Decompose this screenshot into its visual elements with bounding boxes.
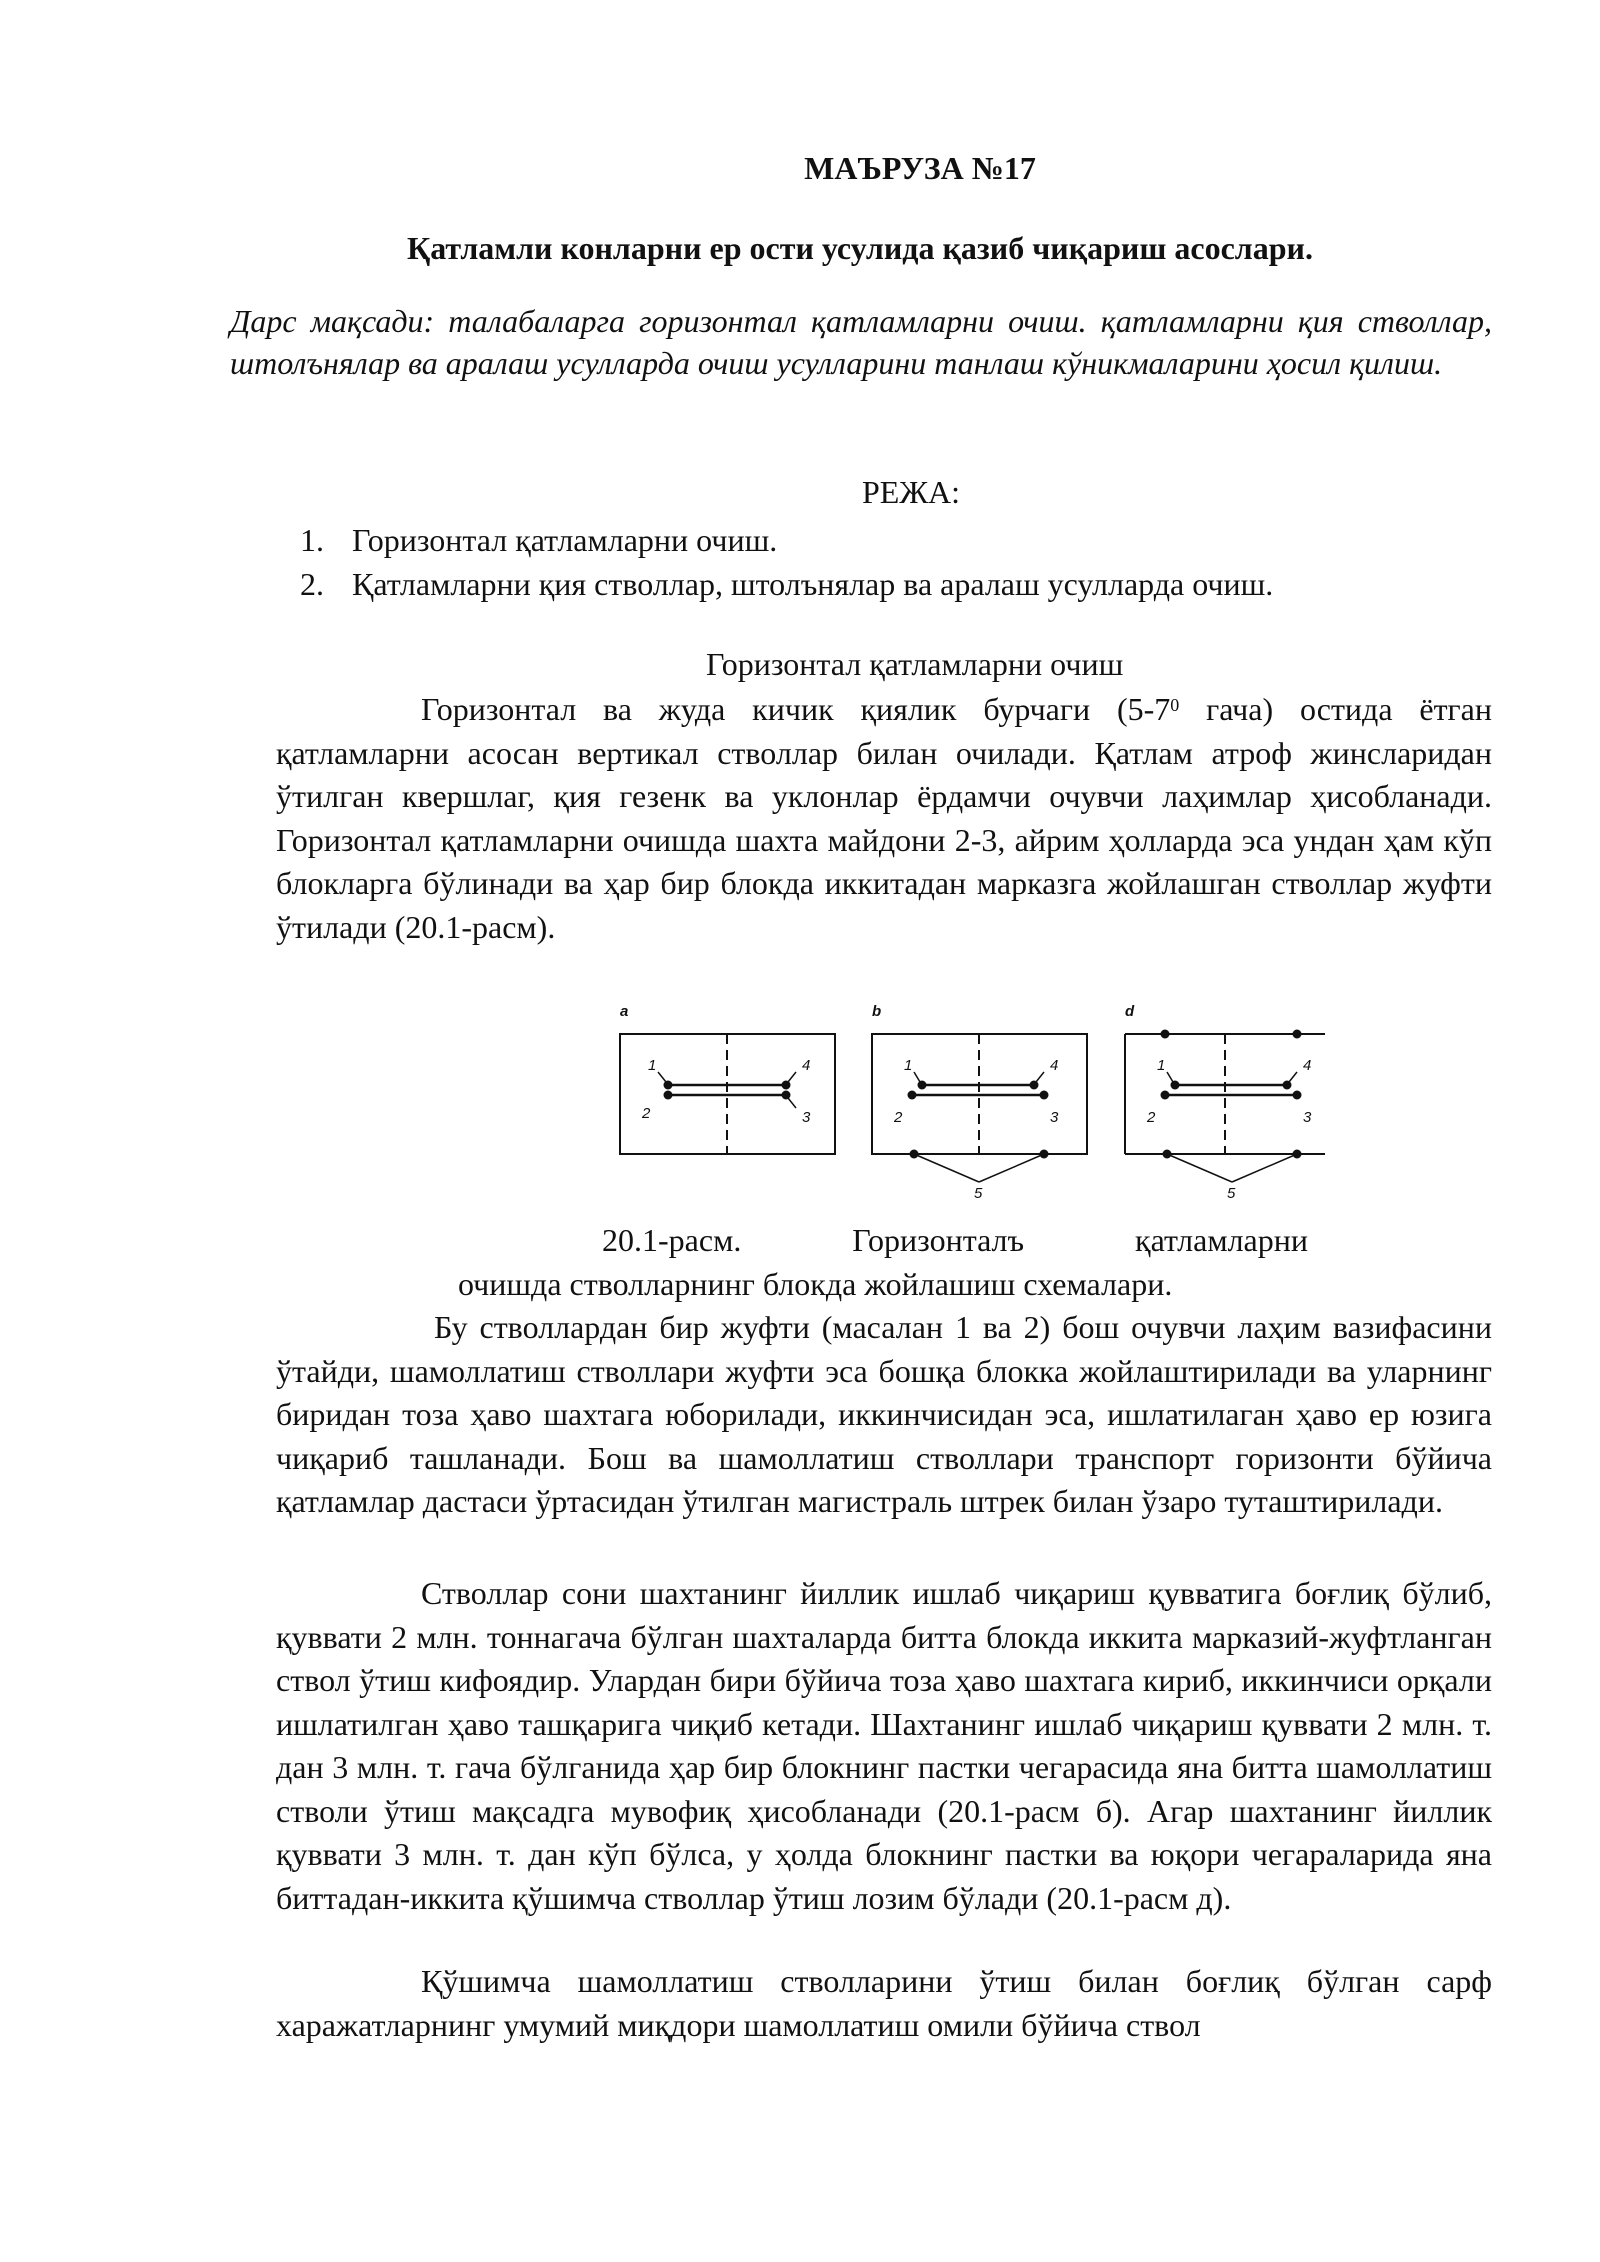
plan-list: [300, 518, 1273, 606]
lecture-title: МАЪРУЗА №17: [804, 150, 1036, 186]
paragraph-3: [276, 1572, 1492, 1920]
paragraph-4: [276, 1960, 1492, 2047]
shaft-number: 4: [1050, 1057, 1059, 1074]
shaft-number: 3: [1050, 1109, 1059, 1126]
shaft-number: 4: [1303, 1057, 1312, 1074]
plan-item: [300, 562, 1273, 606]
panel-label: d: [1125, 1003, 1135, 1020]
panel-label: b: [872, 1003, 882, 1020]
shaft-number: 3: [1303, 1109, 1312, 1126]
figure-caption-line-1: [602, 1222, 1308, 1259]
shaft-number: 5: [974, 1185, 983, 1200]
figure-caption-line-2: очишда стволларнинг блокда жойлашиш схемалари.: [458, 1266, 1173, 1302]
plan-item-number: 2.: [300, 566, 324, 602]
caption-part: Горизонталъ: [852, 1222, 1025, 1258]
paragraph-3-text: Стволлар сони шахтанинг йиллик ишлаб чиқариш қувватига боғлиқ бўлиб, қуввати 2 млн. тоннагача бўлган шахталарда битта блокда иккита марказий-жуфтланган ствол ўтиш кифоядир. Улардан бири бўйича тоза ҳаво шахтага кириб, иккинчиси орқали ишлатилган ҳаво ташқарига чиқиб кетади. Шахтанинг ишлаб чиқариш қуввати 2 млн. т. дан 3 млн. т. гача бўлганида ҳар бир блокнинг пастки чегарасида яна битта шамоллатиш стволи ўтиш мақсадга мувофиқ ҳисобланади (20.1-расм б). Агар шахтанинг йиллик қуввати 3 млн. т. дан кўп бўлса, у ҳолда блокнинг пастки ва юқори чегараларида яна биттадан-иккита қўшимча стволлар ўтиш лозим бўлади (20.1-расм д).: [276, 1575, 1492, 1916]
paragraph-1-text-a: Горизонтал ва жуда кичик қиялик бурчаги (5-7: [421, 691, 1171, 727]
shaft-number: 1: [648, 1057, 657, 1074]
figure-panel-a: [620, 1003, 835, 1154]
plan-heading: РЕЖА:: [862, 474, 961, 510]
figure-panel-d: [1125, 1003, 1325, 1200]
degree-superscript: 0: [1170, 695, 1180, 715]
section-heading: Горизонтал қатламларни очиш: [706, 646, 1124, 682]
panel-label: a: [620, 1003, 629, 1020]
shaft-number: 5: [1227, 1185, 1236, 1200]
shaft-number: 1: [1157, 1057, 1166, 1074]
shaft-layout-figure: [600, 1000, 1340, 1200]
plan-item-text: Горизонтал қатламларни очиш.: [352, 522, 778, 558]
lesson-goal: Дарс мақсади: талабаларга горизонтал қатламларни очиш. қатламларни қия стволлар, штолънялар ва аралаш усулларда очиш усулларини танлаш кўникмаларини ҳосил қилиш.: [230, 303, 1492, 381]
shaft-number: 2: [642, 1105, 651, 1122]
lecture-subtitle: Қатламли конларни ер ости усулида қазиб чиқариш асослари.: [407, 230, 1313, 266]
shaft-number: 1: [904, 1057, 913, 1074]
paragraph-1-text-b: гача) остида ётган қатламларни асосан вертикал стволлар билан очилади. Қатлам атроф жинсларидан ўтилган квершлаг, қия гезенк ва уклонлар ёрдамчи очувчи лаҳимлар ҳисобланади. Горизонтал қатламларни очишда шахта майдони 2-3, айрим ҳолларда эса ундан ҳам кўп блокларга бўлинади ва ҳар бир блокда иккитадан марказга жойлашган стволлар жуфти ўтилади (20.1-расм).: [276, 691, 1493, 945]
shaft-number: 2: [1147, 1109, 1156, 1126]
paragraph-2: [276, 1306, 1492, 1524]
paragraph-2-text: Бу стволлардан бир жуфти (масалан 1 ва 2) бош очувчи лаҳим вазифасини ўтайди, шамоллатиш стволлари жуфти эса бошқа блокка жойлаштирилади ва уларнинг биридан тоза ҳаво шахтага юборилади, иккинчисидан эса, ишлатилаган ҳаво ер юзига чиқариб ташланади. Бош ва шамоллатиш стволлари транспорт горизонти бўйича қатламлар дастаси ўртасидан ўтилган магистраль штрек билан ўзаро туташтирилади.: [276, 1309, 1492, 1519]
shaft-number: 4: [802, 1057, 811, 1074]
plan-item: [300, 518, 1273, 562]
shaft-number: 3: [802, 1109, 811, 1126]
paragraph-1: [276, 688, 1492, 949]
plan-item-number: 1.: [300, 522, 324, 558]
figure-panel-b: [872, 1003, 1087, 1200]
plan-item-text: Қатламларни қия стволлар, штолънялар ва аралаш усулларда очиш.: [352, 566, 1274, 602]
caption-part: қатламларни: [1135, 1222, 1308, 1258]
caption-part: 20.1-расм.: [602, 1222, 742, 1258]
shaft-number: 2: [894, 1109, 903, 1126]
paragraph-4-text: Қўшимча шамоллатиш стволларини ўтиш билан боғлиқ бўлган сарф харажатларнинг умумий миқдори шамоллатиш омили бўйича ствол: [276, 1963, 1492, 2043]
